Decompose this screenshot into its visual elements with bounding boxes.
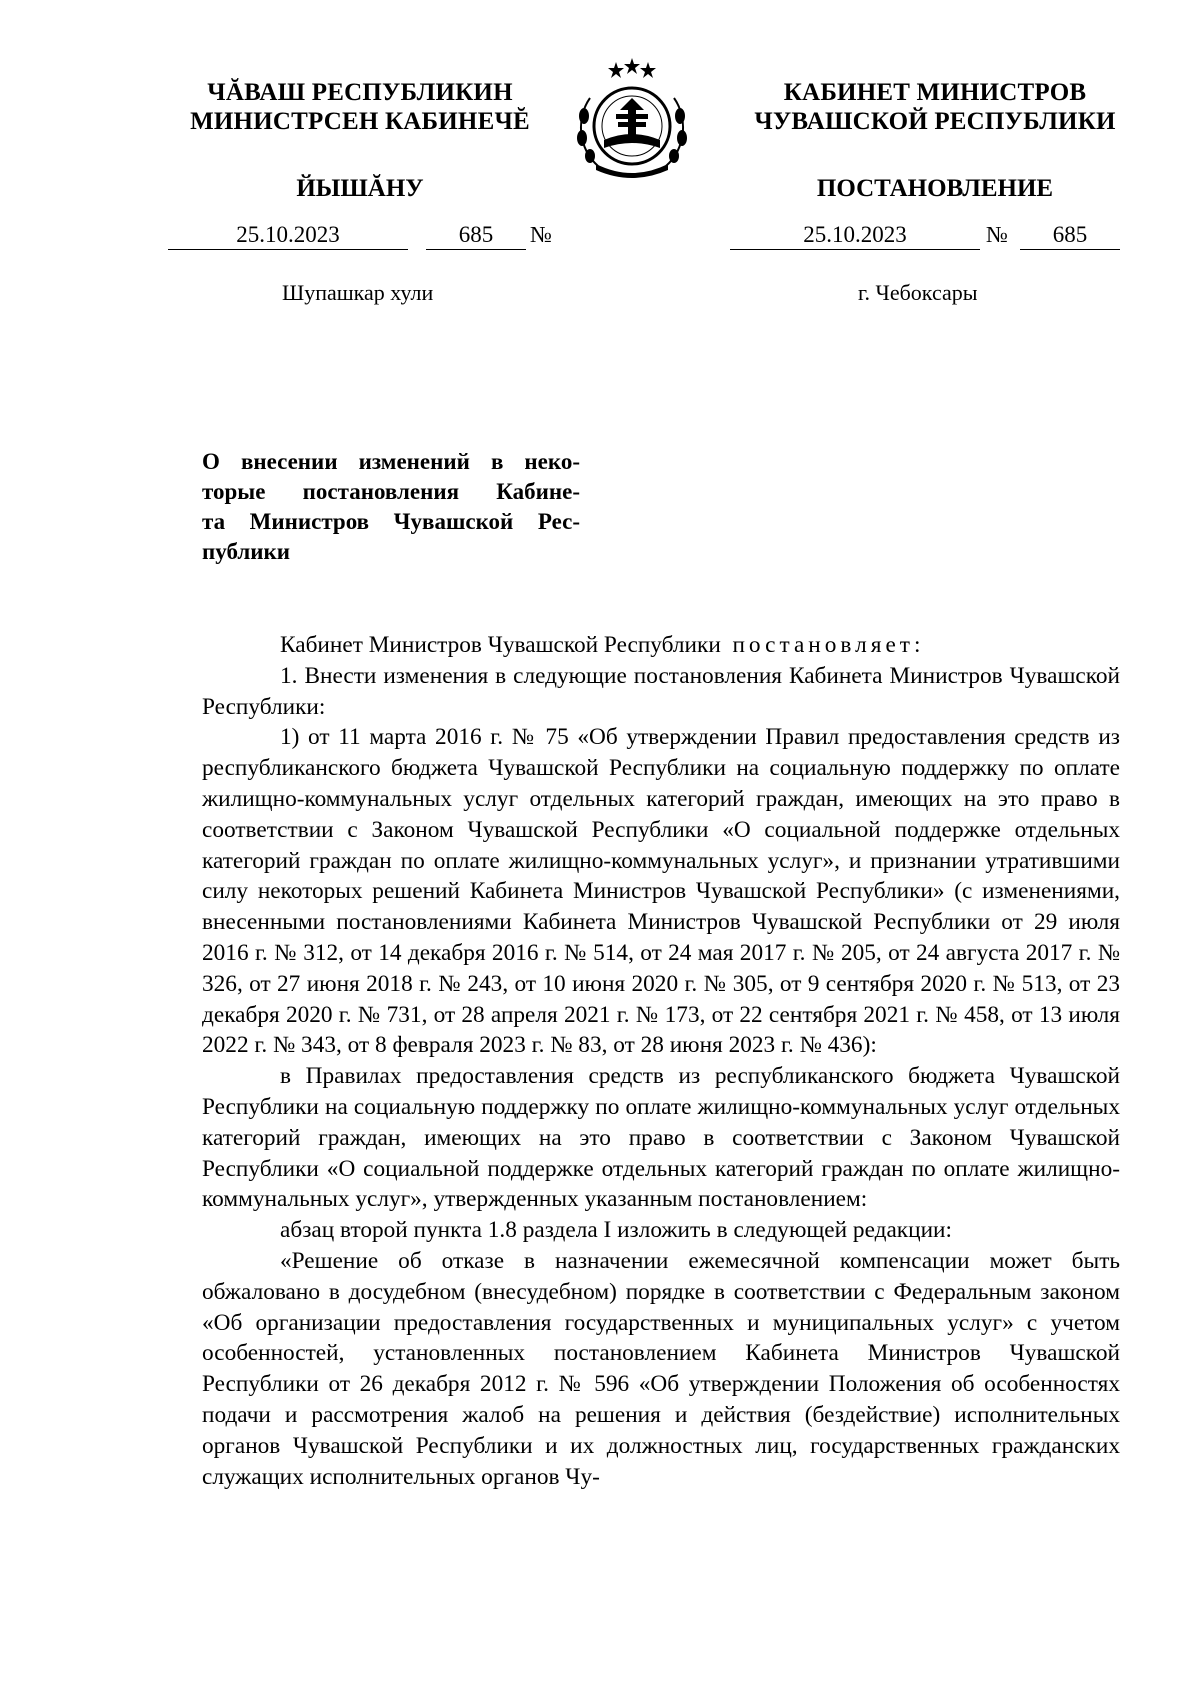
coat-of-arms-icon [572,58,692,182]
number-left: 685 [426,222,526,250]
header-right-russian [730,78,1140,203]
dateline-left [168,222,558,252]
body-paragraph: 1) от 11 марта 2016 г. № 75 «Об утверждении Правил предоставления средств из республиканского бюджета Чувашской Республики на социальную поддержку по оплате жилищно-коммунальных услуг отдельных категорий граждан, имеющих на это право в соответствии с Законом Чувашской Республики «О социальной поддержке отдельных категорий граждан по оплате жилищно-коммунальных услуг», и признании утратившими силу некоторых решений Кабинета Министров Чувашской Республики» (с изменениями, внесенными постановлениями Кабинета Министров Чувашской Республики от 29 июля 2016 г. № 312, от 14 декабря 2016 г. № 514, от 24 мая 2017 г. № 205, от 24 августа 2017 г. № 326, от 27 июня 2018 г. № 243, от 10 июня 2020 г. № 305, от 9 сентября 2020 г. № 513, от 23 декабря 2020 г. № 731, от 28 апреля 2021 г. № 173, от 22 сентября 2021 г. № 458, от 13 июля 2022 г. № 343, от 8 февраля 2023 г. № 83, от 28 июня 2023 г. № 436): [202,724,1120,1059]
title-line: О внесении изменений в неко- [202,449,580,474]
date-right: 25.10.2023 [730,222,980,250]
doc-type-chuvash: ЙЫШĂНУ [296,175,424,202]
coat-of-arms-graphic [572,58,692,182]
org-name-russian-line2: ЧУВАШСКОЙ РЕСПУБЛИКИ [754,108,1116,135]
intro-resolves: постановляет: [732,632,925,658]
body-paragraph: «Решение об отказе в назначении ежемесячной компенсации может быть обжаловано в досудебном (внесудебном) порядке в соответствии с Федеральным законом «Об организации предоставления государственных и муниципальных услуг» с учетом особенностей, установленных постановлением Кабинета Министров Чувашской Республики от 26 декабря 2012 г. № 596 «Об утверждении Положения об особенностях подачи и рассмотрения жалоб на решения и действия (бездействие) исполнительных органов Чувашской Республики и их должностных лиц, государственных гражданских служащих исполнительных органов Чу- [202,1247,1120,1490]
org-name-russian-line1: КАБИНЕТ МИНИСТРОВ [783,79,1087,106]
number-sign-right: № [986,222,1008,247]
intro-text: Кабинет Министров Чувашской Республики [280,632,721,658]
number-right: 685 [1020,222,1120,250]
org-name-chuvash-line1: ЧĂВАШ РЕСПУБЛИКИН [207,79,513,106]
document-title [202,447,580,567]
document-body [202,630,1120,1492]
body-paragraph: в Правилах предоставления средств из республиканского бюджета Чувашской Республики на социальную поддержку по оплате жилищно-коммунальных услуг отдельных категорий граждан, имеющих на это право в соответствии с Законом Чувашской Республики «О социальной поддержке отдельных категорий граждан по оплате жилищно-коммунальных услуг», утвержденных указанным постановлением: [202,1063,1120,1213]
doc-type-russian: ПОСТАНОВЛЕНИЕ [816,175,1054,202]
title-line: публики [202,539,291,564]
org-name-chuvash-line2: МИНИСТРСЕН КАБИНЕЧĔ [190,108,530,135]
body-paragraph: абзац второй пункта 1.8 раздела I изложить в следующей редакции: [280,1217,952,1244]
dateline-right [730,222,1130,252]
body-intro [202,630,1120,661]
title-line: та Министров Чувашской Рес- [202,509,580,534]
header-left-chuvash [160,78,560,203]
date-left: 25.10.2023 [168,222,408,250]
place-chuvash: Шупашкар хули [282,280,434,305]
title-line: торые постановления Кабине- [202,479,580,504]
place-russian: г. Чебоксары [858,280,978,305]
number-sign-left: № [530,222,552,247]
body-paragraph: 1. Внести изменения в следующие постановления Кабинета Министров Чувашской Республики: [202,662,1120,720]
